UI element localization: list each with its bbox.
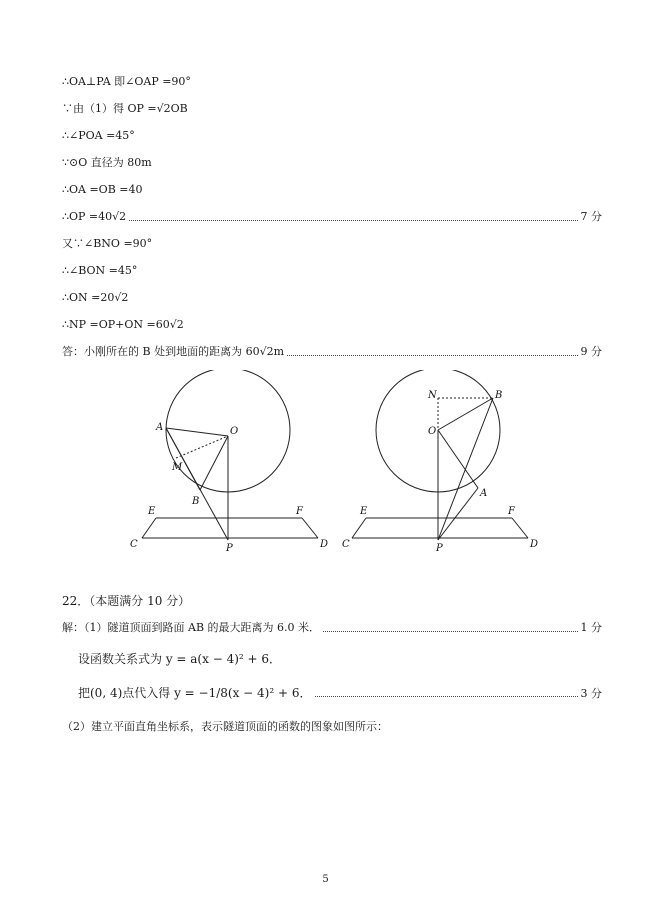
proof-line-text: ∴OP =40√2	[62, 210, 127, 223]
right-geometry-figure	[338, 370, 558, 560]
fig-label: M	[172, 462, 183, 473]
score-label: 3 分	[580, 687, 602, 700]
fig-label: N	[428, 390, 437, 401]
fig-label: P	[436, 543, 443, 554]
fig-label: E	[360, 506, 368, 517]
solution-text: 把(0, 4)点代入得 y = −1/8(x − 4)² + 6．	[78, 686, 312, 700]
fig-label: B	[495, 390, 503, 401]
proof-line: ∴∠BON =45°	[62, 264, 138, 277]
leader-dots	[129, 219, 577, 221]
answer-text: 答：小刚所在的 B 处到地面的距离为 60√2m	[62, 345, 285, 358]
leader-dots	[287, 354, 577, 356]
page-number: 5	[322, 874, 329, 885]
proof-line: ∴OA =OB =40	[62, 183, 143, 196]
score-label: 1 分	[580, 621, 602, 634]
solution-line: 设函数关系式为 y = a(x − 4)² + 6．	[78, 652, 282, 666]
fig-label: A	[156, 422, 164, 433]
fig-label: F	[296, 506, 303, 517]
solution-text: 解：（1）隧道顶面到路面 AB 的最大距离为 6.0 米．	[62, 621, 321, 634]
leader-dots	[323, 630, 577, 632]
solution-line	[78, 686, 602, 700]
fig-label: C	[342, 539, 350, 550]
fig-label: C	[130, 539, 138, 550]
proof-line: ∵由（1）得 OP =√2OB	[62, 102, 188, 115]
proof-line: ∴OA⊥PA 即∠OAP =90°	[62, 75, 191, 88]
proof-line: ∴ON =20√2	[62, 291, 129, 304]
fig-label: O	[230, 426, 239, 437]
proof-line: 又∵∠BNO =90°	[62, 237, 153, 250]
answer-line	[62, 345, 602, 359]
proof-line: ∴NP =OP+ON =60√2	[62, 318, 184, 331]
left-geometry-figure	[120, 370, 340, 560]
fig-label: A	[480, 488, 488, 499]
score-label: 9 分	[580, 345, 602, 358]
fig-label: E	[148, 506, 156, 517]
solution-line: （2）建立平面直角坐标系，表示隧道顶面的函数的图象如图所示：	[62, 720, 388, 733]
proof-line: ∴∠POA =45°	[62, 129, 135, 142]
proof-line-scored	[62, 210, 602, 224]
section-heading: 22．（本题满分 10 分）	[62, 594, 191, 608]
fig-label: D	[530, 539, 539, 550]
score-label: 7 分	[580, 210, 602, 223]
fig-label: P	[226, 543, 233, 554]
fig-label: F	[508, 506, 515, 517]
leader-dots	[315, 695, 578, 697]
fig-label: D	[320, 539, 329, 550]
fig-label: O	[428, 426, 437, 437]
fig-label: B	[192, 496, 200, 507]
proof-line: ∵⊙O 直径为 80m	[62, 156, 152, 169]
solution-line	[62, 621, 602, 635]
